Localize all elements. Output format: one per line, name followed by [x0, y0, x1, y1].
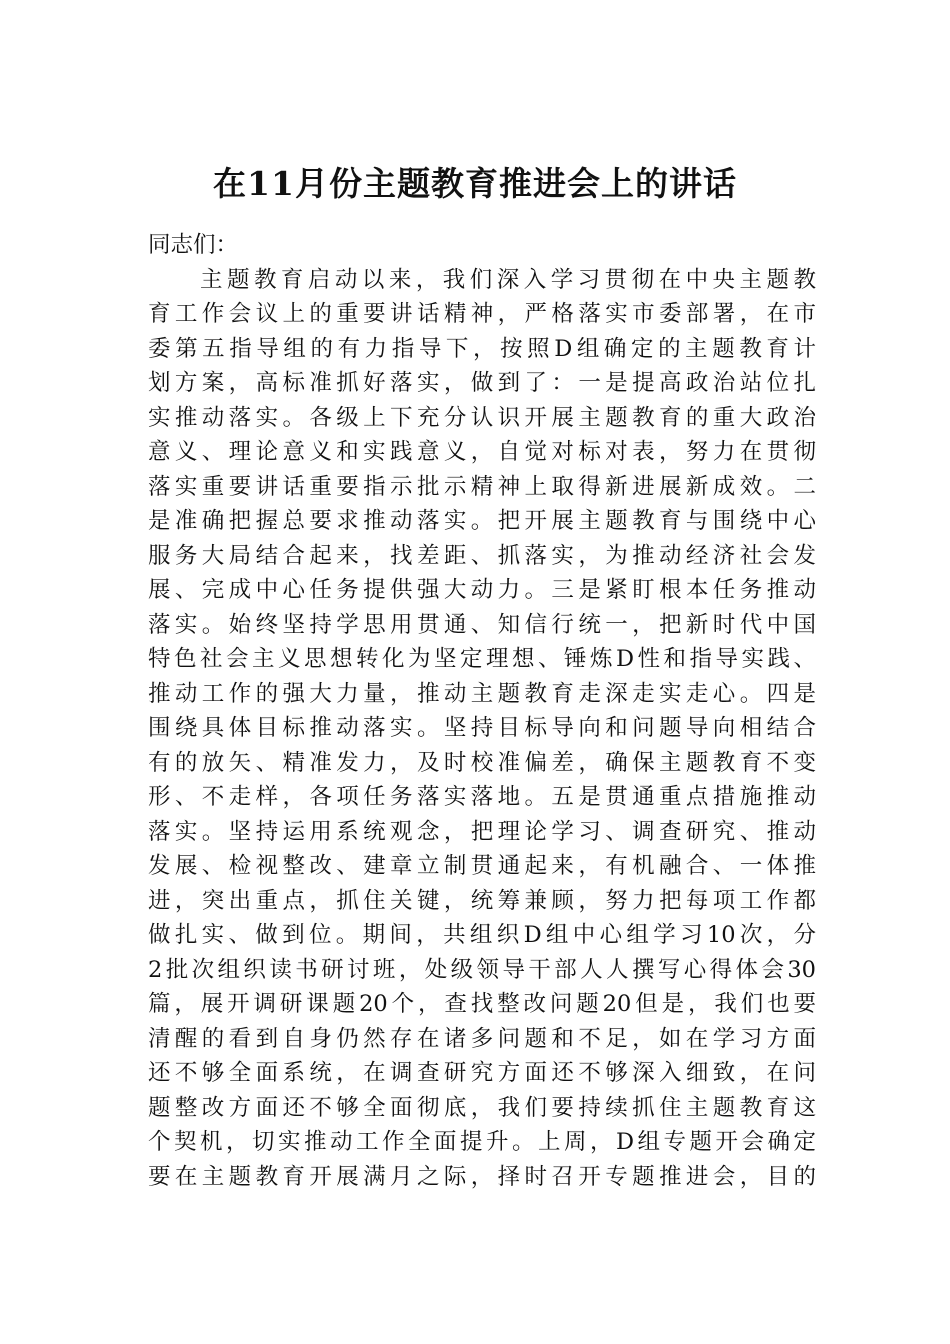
salutation: 同志们：: [148, 232, 239, 258]
paragraph-line: 是准确把握总要求推动落实。把开展主题教育与围绕中心: [148, 508, 816, 534]
paragraph-line: 服务大局结合起来，找差距、抓落实，为推动经济社会发: [148, 542, 816, 569]
paragraph-line: 进，突出重点，抓住关键，统筹兼顾，努力把每项工作都: [148, 887, 816, 914]
paragraph-line: 推动工作的强大力量，推动主题教育走深走实走心。四是: [148, 680, 816, 707]
paragraph-line: 发展、检视整改、建章立制贯通起来，有机融合、一体推: [148, 853, 816, 879]
paragraph-line: 个契机，切实推动工作全面提升。上周，D组专题开会确定: [148, 1129, 816, 1155]
paragraph-line: 形、不走样，各项任务落实落地。五是贯通重点措施推动: [148, 784, 816, 810]
paragraph-line: 意义、理论意义和实践意义，自觉对标对表，努力在贯彻: [148, 439, 816, 465]
paragraph-line: 篇，展开调研课题20个，查找整改问题20但是，我们也要: [148, 991, 816, 1017]
paragraph-line: 落实。始终坚持学思用贯通、知信行统一，把新时代中国: [148, 611, 816, 638]
document-body: [148, 228, 816, 1194]
document-title: 在11月份主题教育推进会上的讲话: [213, 164, 737, 203]
paragraph-line: 划方案，高标准抓好落实，做到了：一是提高政治站位扎: [148, 370, 816, 396]
paragraph-line: 实推动落实。各级上下充分认识开展主题教育的重大政治: [148, 404, 816, 431]
paragraph-line: 委第五指导组的有力指导下，按照D组确定的主题教育计: [148, 335, 816, 362]
paragraph-line: 落实。坚持运用系统观念，把理论学习、调查研究、推动: [148, 818, 816, 845]
paragraph-line: 做扎实、做到位。期间，共组织D组中心组学习10次，分: [148, 922, 816, 948]
paragraph-line: 还不够全面系统，在调查研究方面还不够深入细致，在问: [148, 1060, 816, 1086]
paragraph-line: 有的放矢、精准发力，及时校准偏差，确保主题教育不变: [148, 749, 816, 776]
paragraph-line: 清醒的看到自身仍然存在诸多问题和不足，如在学习方面: [148, 1025, 816, 1052]
paragraph-line: 主题教育启动以来，我们深入学习贯彻在中央主题教: [200, 266, 816, 293]
paragraph-line: 题整改方面还不够全面彻底，我们要持续抓住主题教育这: [148, 1094, 816, 1121]
paragraph-line: 落实重要讲话重要指示批示精神上取得新进展新成效。二: [148, 473, 816, 500]
paragraph-line: 展、完成中心任务提供强大动力。三是紧盯根本任务推动: [148, 577, 816, 603]
paragraph-line: 围绕具体目标推动落实。坚持目标导向和问题导向相结合: [148, 715, 816, 741]
paragraph-line: 2批次组织读书研讨班，处级领导干部人人撰写心得体会30: [148, 956, 816, 983]
paragraph-line: 要在主题教育开展满月之际，择时召开专题推进会，目的: [148, 1163, 816, 1190]
paragraph-line: 育工作会议上的重要讲话精神，严格落实市委部署，在市: [148, 301, 816, 327]
paragraph-line: 特色社会主义思想转化为坚定理想、锤炼D性和指导实践、: [148, 646, 816, 672]
